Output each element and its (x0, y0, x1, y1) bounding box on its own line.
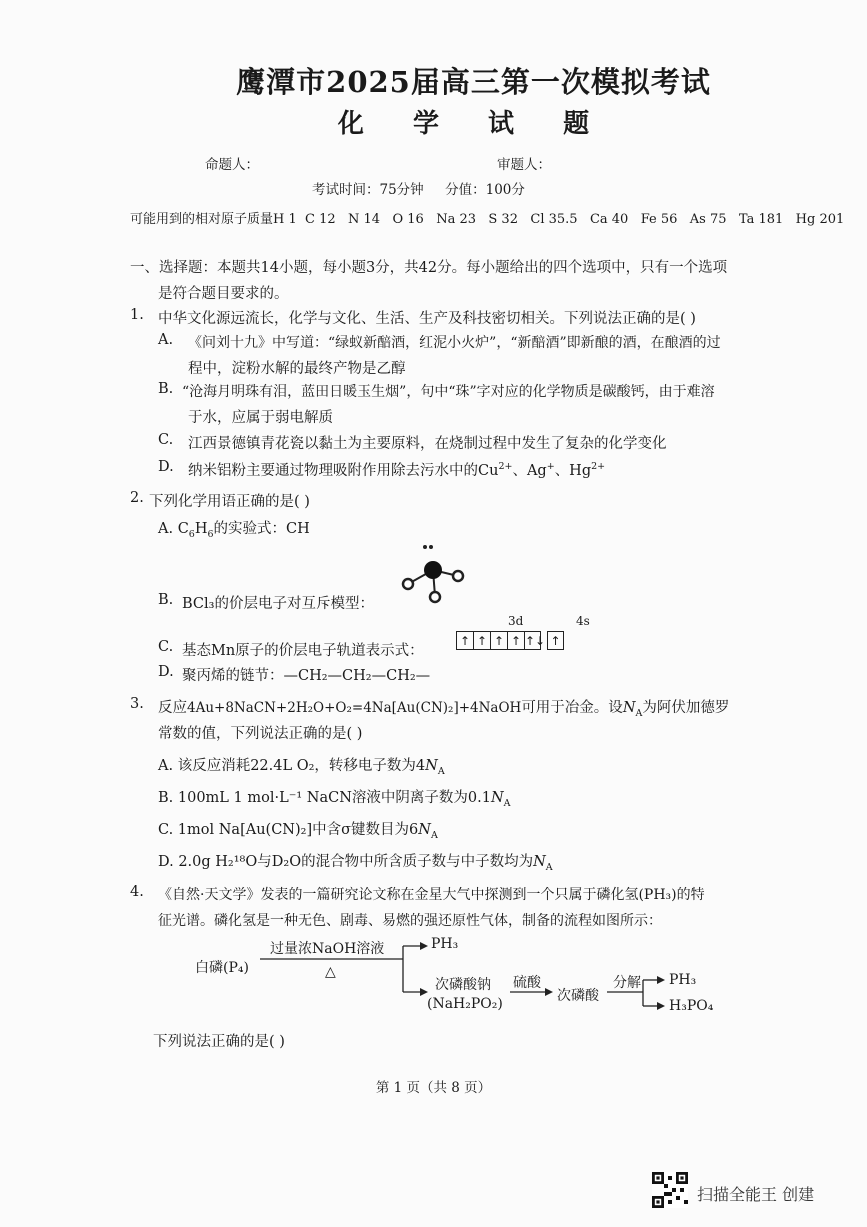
flow-ph3-product: PH₃ (431, 936, 459, 952)
orbital-box: ↑ (473, 631, 490, 650)
q2-option-b-letter: B. (158, 592, 174, 608)
orbital-box: ↑ (547, 631, 564, 650)
q3-stem: 反应4Au+8NaCN+2H₂O+O₂=4Na[Au(CN)₂]+4NaOH可用于冶金。设$N_A$为阿伏加德罗 (158, 700, 730, 719)
q3-option-b: B. 100mL 1 mol·L⁻¹ NaCN溶液中阴离子数为$0.1N_A$ (158, 790, 511, 809)
q3-number: 3. (130, 696, 144, 712)
exam-info: 考试时间：75分钟 分值：100分 (312, 182, 525, 198)
flow-white-phosphorus: 白磷(P₄) (195, 960, 249, 976)
q1-number: 1. (130, 307, 144, 323)
q2-stem: 下列化学用语正确的是( ) (149, 494, 310, 510)
flow-sulfuric-acid: 硫酸 (513, 975, 541, 991)
q1-option-c-letter: C. (158, 432, 174, 448)
q2-option-c-letter: C. (158, 639, 174, 655)
q1-option-a-line1: 《问刘十九》中写道：“绿蚁新醅酒，红泥小火炉”，“新醅酒”即新酿的酒，在酿酒的过 (188, 335, 721, 351)
q1-option-b-letter: B. (158, 381, 174, 397)
author-label: 命题人： (205, 157, 259, 173)
flow-hypophosphorous-acid: 次磷酸 (557, 988, 599, 1004)
q1-option-a-letter: A. (158, 332, 174, 348)
reviewer-label: 审题人： (497, 157, 551, 173)
subject-title: 化 学 试 题 (337, 109, 610, 139)
q4-stem-line2: 征光谱。磷化氢是一种无色、剧毒、易燃的强还原性气体，制备的流程如图所示： (158, 913, 662, 929)
q3-option-d: D. 2.0g H₂¹⁸O与D₂O的混合物中所含质子数与中子数均为$N_A$ (158, 854, 553, 873)
q3-option-c: C. 1mol Na[Au(CN)₂]中含σ键数目为$6N_A$ (158, 822, 438, 841)
orbital-box: ↑ (456, 631, 473, 650)
scanner-watermark: 扫描全能王 创建 (697, 1185, 815, 1204)
q2-option-b: BCl₃的价层电子对互斥模型： (182, 596, 374, 612)
orbital-box: ↑ (507, 631, 524, 650)
flow-nah2po2: (NaH₂PO₂) (427, 996, 503, 1012)
q1-stem: 中华文化源远流长，化学与文化、生活、生产及科技密切相关。下列说法正确的是( ) (158, 311, 696, 327)
q4-number: 4. (130, 884, 144, 900)
orbital-box: ↑↓ (524, 631, 541, 650)
flow-naoh-reagent: 过量浓NaOH溶液 (270, 941, 385, 957)
mn-orbital-diagram (456, 631, 564, 650)
section-line1: 一、选择题：本题共14小题，每小题3分，共42分。每小题给出的四个选项中，只有一个选项 (130, 260, 728, 276)
q1-option-d-letter: D. (158, 459, 174, 475)
page-number: 第 1 页（共 8 页） (375, 1080, 492, 1096)
section-line2: 是符合题目要求的。 (158, 286, 289, 302)
q1-option-b-line2: 于水，应属于弱电解质 (188, 410, 333, 426)
flow-h3po4: H₃PO₄ (669, 998, 714, 1014)
flow-sodium-hypophosphite: 次磷酸钠 (435, 977, 491, 993)
atomic-masses: 可能用到的相对原子质量H 1 C 12 N 14 O 16 Na 23 S 32 Cl 35.5 Ca 40 Fe 56 As 75 Ta 181 Hg 201 (130, 212, 845, 227)
flow-decomposition: 分解 (613, 975, 641, 991)
q3-option-a: A. 该反应消耗22.4L O₂，转移电子数为$4N_A$ (158, 758, 445, 777)
exam-title: 鹰潭市2025届高三第一次模拟考试 (236, 65, 711, 99)
q2-option-a: A. $C_6H_6$的实验式：CH (158, 521, 310, 540)
orbital-4s-label: 4s (576, 614, 590, 628)
bcl3-vsepr-model (398, 540, 468, 610)
q2-option-d: 聚丙烯的链节：—CH₂—CH₂—CH₂— (182, 668, 431, 684)
q4-ask: 下列说法正确的是( ) (153, 1034, 285, 1050)
q4-stem-line1: 《自然·天文学》发表的一篇研究论文称在金星大气中探测到一个只属于磷化氢(PH₃)的特 (158, 887, 705, 903)
q2-option-c: 基态Mn原子的价层电子轨道表示式： (182, 643, 424, 659)
q3-stem-line2: 常数的值，下列说法正确的是( ) (158, 726, 363, 742)
flow-heat: △ (325, 964, 336, 980)
ph3-flow-diagram (195, 936, 755, 1020)
q1-option-a-line2: 程中，淀粉水解的最终产物是乙醇 (188, 361, 406, 377)
qr-code-icon (652, 1172, 688, 1208)
q2-option-d-letter: D. (158, 664, 174, 680)
orbital-box: ↑ (490, 631, 507, 650)
q1-option-c: 江西景德镇青花瓷以黏土为主要原料，在烧制过程中发生了复杂的化学变化 (188, 436, 667, 452)
q2-number: 2. (130, 490, 144, 506)
q1-option-d: 纳米铝粉主要通过物理吸附作用除去污水中的$Cu^{2+}$、Ag+、$Hg^{2+}$ (188, 461, 606, 479)
flow-ph3-final: PH₃ (669, 972, 697, 988)
q1-option-b-line1: “沧海月明珠有泪，蓝田日暖玉生烟”，句中“珠”字对应的化学物质是碳酸钙，由于难溶 (182, 384, 715, 400)
orbital-3d-label: 3d (508, 614, 524, 628)
